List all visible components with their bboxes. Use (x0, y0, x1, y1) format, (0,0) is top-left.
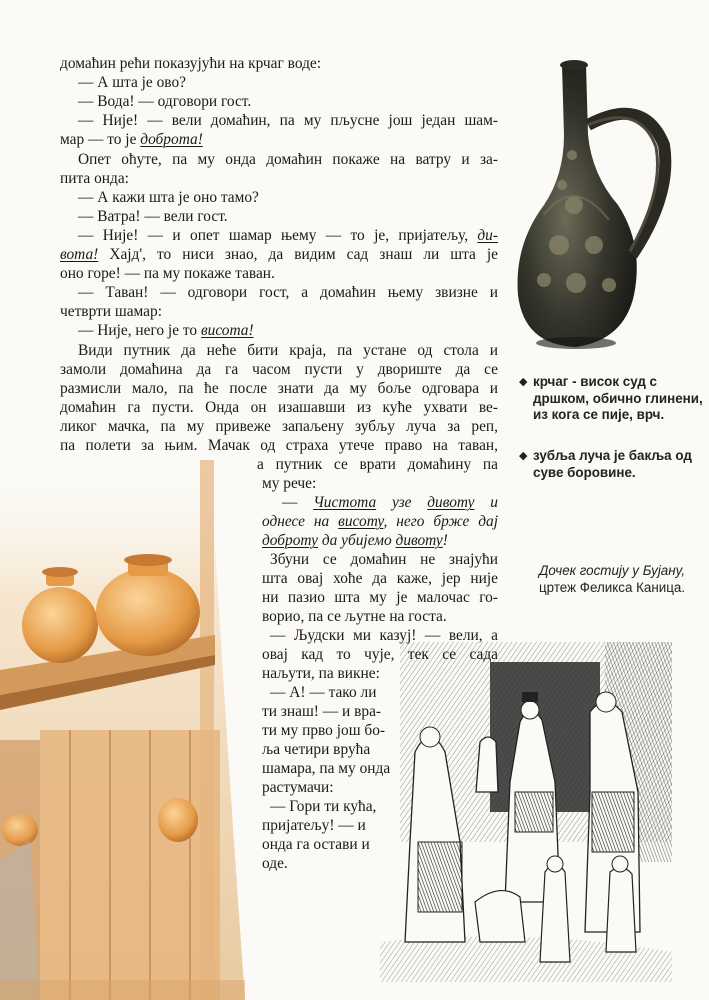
story-line: — Људски ми казуј! — вели, а (270, 627, 498, 644)
story-line: — Таван! — одговори гост, а домаћин њему звизне и (78, 284, 498, 301)
story-line: онда га остави и (262, 836, 370, 853)
story-line: пријатељу! — и (262, 817, 366, 834)
story-italic: однесе на (262, 513, 339, 530)
story-line: ља четири врућа (262, 741, 371, 758)
story-emphasis: висота! (200, 322, 254, 339)
story-line: ликог мачка, па му привеже запаљену зубљу луча за реп, (60, 418, 498, 435)
story-text: — Није! — и опет шамар њему — то је, пријатељу, (78, 227, 478, 244)
story-text: — Није, него је то (78, 322, 201, 339)
story-line: наљути, па викне: (262, 665, 380, 682)
story-line: — Није! — вели домаћин, па му пљусне још један шам- (78, 112, 498, 129)
story-line: домаћин рећи показујући на крчаг воде: (60, 55, 322, 72)
story-line: домаћин га пусти. Онда он изашавши из куће ухвати ве- (60, 399, 498, 416)
story-line (78, 321, 254, 340)
glossary-text: зубља луча је бакља од суве боровине. (533, 448, 692, 480)
story-italic: узе (376, 494, 428, 511)
story-line: ти знаш! — и вра- (262, 703, 382, 720)
story-line: Збуни се домаћин не знајући (270, 551, 498, 568)
story-line: — А шта је ово? (78, 74, 186, 91)
story-line (282, 493, 498, 512)
story-line: четврти шамар: (60, 303, 162, 320)
kitchen-shelf-illustration (0, 460, 245, 1000)
story-line: пита онда: (60, 170, 129, 187)
engraving-caption (539, 562, 699, 596)
story-line: Опет оћуте, па му онда домаћин покаже на ватру и за- (78, 151, 498, 168)
story-line (60, 130, 203, 149)
story-line: па полети за њим. Мачак од страха утече право на таван, (60, 437, 498, 454)
story-line: размисли мало, па ће после знати да му боље одговара и (60, 380, 498, 397)
story-text: — (282, 494, 314, 511)
story-line: шамара, па му онда (262, 760, 391, 777)
story-line (262, 512, 498, 531)
story-emphasis: дивоту (395, 532, 443, 549)
story-line: ти му прво још бо- (262, 722, 386, 739)
story-line (262, 531, 448, 550)
story-emphasis: доброта! (140, 131, 203, 148)
story-line: а путник се врати домаћину па (257, 456, 498, 473)
story-line: растумачи: (262, 779, 334, 796)
story-line: оде. (262, 855, 288, 872)
glossary-entry-zublja (519, 448, 704, 481)
engraving-illustration (380, 642, 672, 982)
story-emphasis: вота! (60, 246, 99, 263)
story-line: оно горе! — па му покаже таван. (60, 265, 275, 282)
story-text: мар — то је (60, 131, 141, 148)
story-emphasis: висоту (338, 513, 384, 530)
diamond-bullet-icon: ◆ (519, 450, 528, 462)
story-emphasis: ди- (477, 227, 498, 244)
story-text: Хајд', то ниси знао, да видим сад знаш ли шта је (98, 246, 498, 263)
story-line: — Ватра! — вели гост. (78, 208, 228, 225)
story-line: ни пазио шта му је малочас го- (262, 589, 498, 606)
story-line: Види путник да неће бити краја, па устане од стола и (78, 342, 498, 359)
story-italic: да убијемо (317, 532, 396, 549)
clay-jug-image (514, 55, 674, 355)
glossary-text: крчаг - висок суд с дршком, обично глинени, из кога се пије, врч. (533, 374, 703, 422)
story-line: овај кад то чује, тек се сада (262, 646, 498, 663)
caption-text: цртеж Феликса Каница. (539, 580, 686, 595)
story-emphasis: Чистота (313, 494, 377, 511)
diamond-bullet-icon: ◆ (519, 376, 528, 388)
story-line (60, 245, 498, 264)
story-line: — А! — тако ли (270, 684, 377, 701)
story-line: ворио, па се љутне на госта. (262, 608, 447, 625)
story-line (78, 226, 498, 245)
story-line: замоли домаћина да га часом пусти у двориште да се (60, 361, 498, 378)
story-italic: ! (442, 532, 448, 549)
story-line: шта овај хоће да каже, јер није (262, 570, 498, 587)
story-emphasis: доброту (262, 532, 318, 549)
story-line: — А кажи шта је оно тамо? (78, 189, 259, 206)
caption-italic: Дочек гостију у Бујану, (539, 563, 686, 578)
story-line: му рече: (262, 475, 317, 492)
story-line: — Вода! — одговори гост. (78, 93, 252, 110)
glossary-entry-krchag (519, 374, 704, 424)
story-emphasis: дивоту (427, 494, 475, 511)
story-italic: и (474, 494, 498, 511)
story-line: — Гори ти кућа, (270, 798, 377, 815)
story-italic: , него брже дај (383, 513, 499, 530)
